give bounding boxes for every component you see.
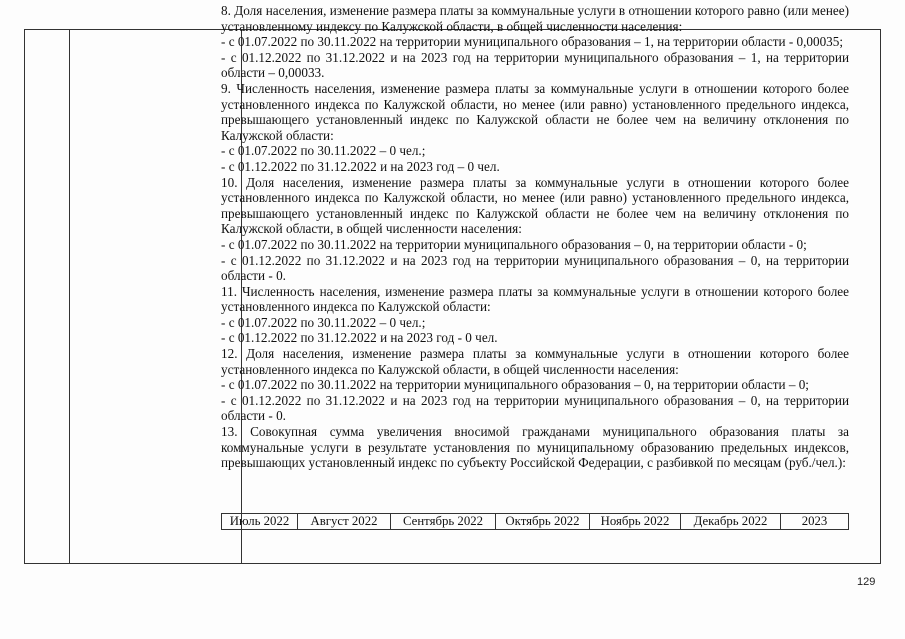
paragraph-item-11: 11. Численность населения, изменение размера платы за коммунальные услуги в отношении которого более установленного индекса по Калужской области: (221, 283, 849, 315)
paragraph-item-11-period-1: - с 01.07.2022 по 30.11.2022 – 0 чел.; (221, 314, 426, 330)
paragraph-item-8-period-2: - с 01.12.2022 по 31.12.2022 и на 2023 год на территории муниципального образования – 1, на территории области – 0,00033. (221, 49, 849, 81)
month-header-cell: 2023 (801, 514, 828, 528)
table-column-divider (69, 30, 70, 563)
paragraph-item-12-period-1: - с 01.07.2022 по 30.11.2022 на территории муниципального образования – 0, на территории области – 0; (221, 377, 809, 393)
paragraph-item-8-period-1: - с 01.07.2022 по 30.11.2022 на территории муниципального образования – 1, на территории области - 0,00035; (221, 34, 844, 50)
table-text-cell (221, 3, 849, 471)
paragraph-item-10-period-2: - с 01.12.2022 по 31.12.2022 и на 2023 год на территории муниципального образования – 0, на территории области - 0. (221, 252, 849, 284)
paragraph-item-10: 10. Доля населения, изменение размера платы за коммунальные услуги в отношении которого более установленного индекса по Калужской области, но менее (или равно) установленного предельного индекса, превышающего установленный индекс по Калужской области не более чем на величину отклонения по Калужской области, в общей численности населения: (221, 174, 849, 237)
page-number: 129 (857, 576, 876, 588)
month-header-cell: Ноябрь 2022 (590, 514, 681, 529)
paragraph-item-8: 8. Доля населения, изменение размера платы за коммунальные услуги в отношении которого равно (или менее) установленному индексу по Калужской области, в общей численности населения: (221, 3, 849, 34)
month-header-cell: Август 2022 (298, 514, 391, 529)
paragraph-item-10-period-1: - с 01.07.2022 по 30.11.2022 на территории муниципального образования – 0, на территории области - 0; (221, 236, 807, 252)
paragraph-item-9-period-1: - с 01.07.2022 по 30.11.2022 – 0 чел.; (221, 143, 426, 159)
month-header-row (221, 513, 849, 530)
month-header-cell: Сентябрь 2022 (391, 514, 496, 529)
paragraph-item-12-period-2: - с 01.12.2022 по 31.12.2022 и на 2023 год на территории муниципального образования – 0, на территории области - 0. (221, 392, 849, 424)
paragraph-item-11-period-2: - с 01.12.2022 по 31.12.2022 и на 2023 год - 0 чел. (221, 330, 498, 346)
paragraph-item-9: 9. Численность населения, изменение размера платы за коммунальные услуги в отношении которого более установленного индекса по Калужской области, но менее (или равно) установленного предельного индекса, превышающего установленный индекс по Калужской области не более чем на величину отклонения по Калужской области: (221, 80, 849, 143)
month-header-cell: Июль 2022 (222, 514, 298, 529)
month-header-cell: Октябрь 2022 (496, 514, 590, 529)
month-header-cell: Декабрь 2022 (681, 514, 781, 529)
paragraph-item-12: 12. Доля населения, изменение размера платы за коммунальные услуги в отношении которого более установленного индекса по Калужской области, в общей численности населения: (221, 346, 849, 377)
paragraph-item-9-period-2: - с 01.12.2022 по 31.12.2022 и на 2023 год – 0 чел. (221, 158, 500, 174)
paragraph-item-13: 13. Совокупная сумма увеличения вносимой гражданами муниципального образования платы за коммунальные услуги в результате установления по муниципальному образованию предельных индексов, превышающих установленный индекс по субъекту Российской Федерации, с разбивкой по месяцам (руб./чел.): (221, 424, 849, 471)
